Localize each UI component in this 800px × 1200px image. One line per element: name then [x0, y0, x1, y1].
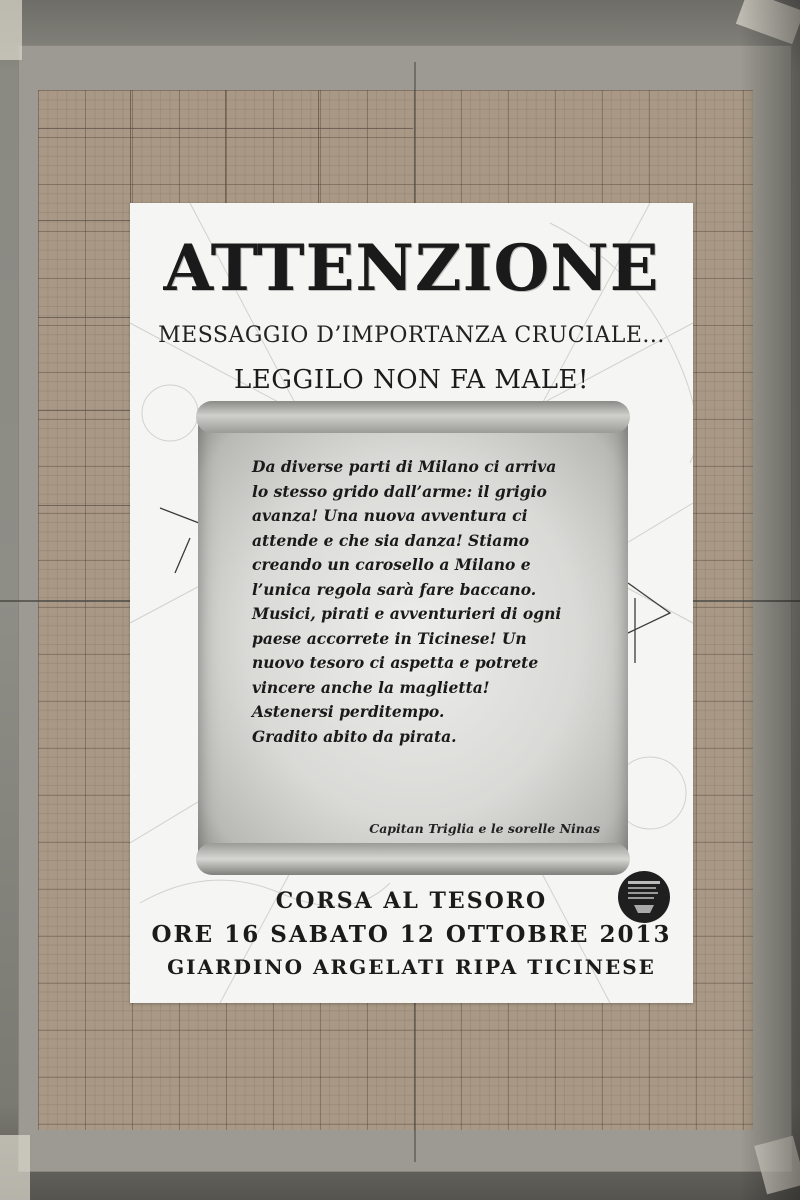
- body-line: attende e che sia danza! Stiamo: [252, 530, 530, 550]
- poster: [130, 203, 693, 1003]
- body-line: l’unica regola sarà fare baccano.: [252, 579, 537, 599]
- body-line: paese accorrete in Ticinese! Un: [252, 628, 527, 648]
- footer-event-name: CORSA AL TESORO: [275, 888, 548, 914]
- guide-line: [38, 505, 130, 506]
- scroll-bottom-roll: [196, 843, 630, 875]
- body-line: nuovo tesoro ci aspetta e potrete: [252, 653, 539, 672]
- body-line: lo stesso grido dall’arme: il grigio: [252, 481, 547, 501]
- masking-tape: [0, 1135, 30, 1200]
- guide-line: [38, 410, 130, 411]
- body-line: Gradito abito da pirata.: [252, 726, 457, 746]
- guide-line: [225, 90, 226, 203]
- edge-shadow: [740, 0, 800, 1200]
- body-line: vincere anche la maglietta!: [252, 677, 490, 697]
- guide-line: [318, 90, 319, 203]
- poster-subtitle: MESSAGGIO D’IMPORTANZA CRUCIALE...: [158, 323, 665, 348]
- poster-subtitle-secondary: LEGGILO NON FA MALE!: [234, 365, 589, 395]
- footer-event-location: GIARDINO ARGELATI RIPA TICINESE: [167, 955, 656, 979]
- body-line: Musici, pirati e avventurieri di ogni: [252, 604, 562, 623]
- guide-line: [130, 90, 131, 203]
- body-line: avanza! Una nuova avventura ci: [252, 506, 528, 525]
- guide-line: [38, 220, 130, 221]
- scroll-top-roll: [196, 401, 630, 433]
- poster-body-text: [252, 455, 592, 749]
- body-line: Da diverse parti di Milano ci arriva: [252, 457, 557, 476]
- footer-event-datetime: ORE 16 SABATO 12 OTTOBRE 2013: [151, 921, 672, 948]
- guide-line: [38, 317, 130, 318]
- body-line: creando un carosello a Milano e: [252, 555, 531, 574]
- poster-title: ATTENZIONE: [163, 231, 660, 306]
- poster-signature: Capitan Triglia e le sorelle Ninas: [369, 821, 600, 836]
- masking-tape: [0, 0, 22, 60]
- body-line: Astenersi perditempo.: [252, 702, 445, 721]
